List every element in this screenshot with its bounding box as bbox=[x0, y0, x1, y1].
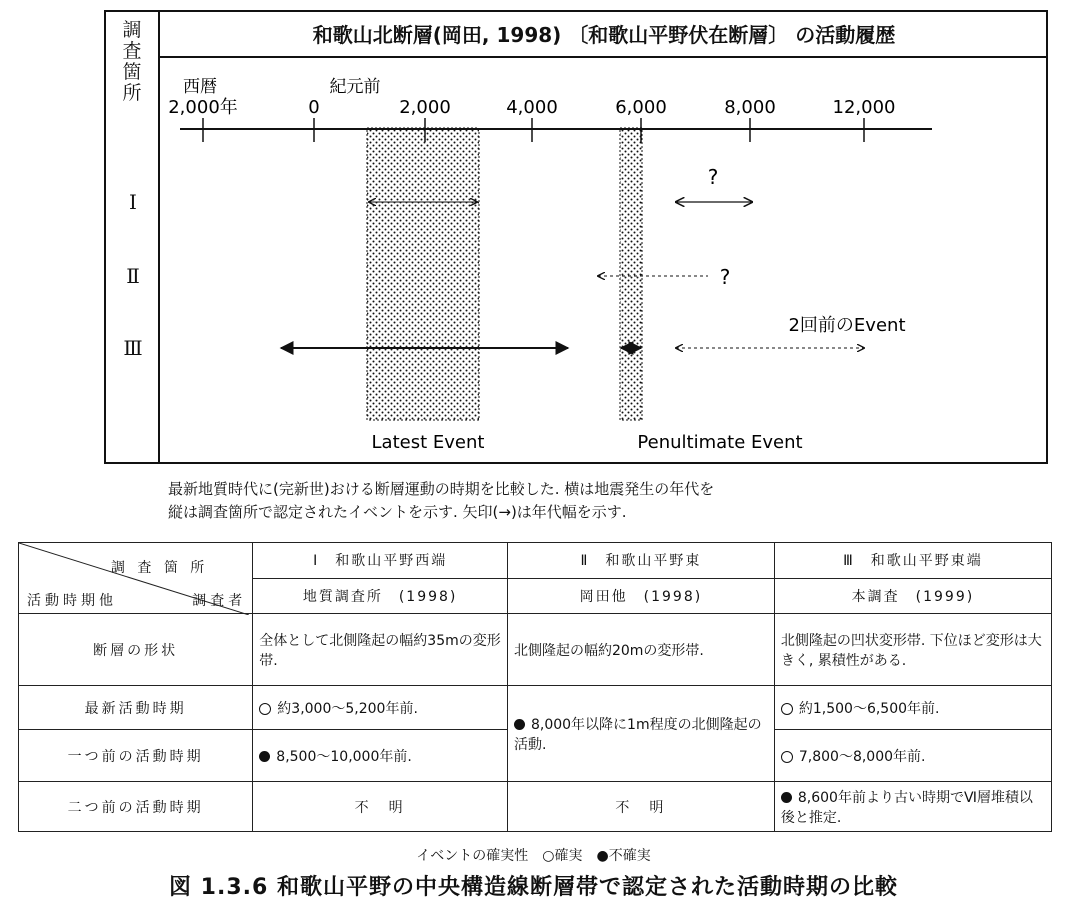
penultimate-event-band bbox=[620, 128, 642, 420]
surveyor-header-3: 本調査 (1999) bbox=[774, 578, 1051, 614]
axis-tick-label: 2,000年 bbox=[168, 97, 238, 118]
row-label-2: Ⅱ bbox=[126, 264, 140, 288]
note-line-2: 縦は調査箇所で認定されたイベントを示す. 矢印(→)は年代幅を示す. bbox=[168, 503, 627, 521]
row3-2prev-label: 2回前のEvent bbox=[788, 315, 906, 336]
site-header-3: Ⅲ 和歌山平野東端 bbox=[774, 543, 1051, 579]
site-header-2: Ⅱ 和歌山平野東 bbox=[507, 543, 774, 579]
timeline-title: 和歌山北断層(岡田, 1998) 〔和歌山平野伏在断層〕 の活動履歴 bbox=[160, 10, 1048, 58]
row-label-previous: 一つ前の活動時期 bbox=[19, 730, 253, 782]
uncertain-marker bbox=[514, 719, 525, 730]
certain-marker bbox=[781, 703, 793, 715]
era-bc-label: 紀元前 bbox=[329, 77, 381, 97]
row2-question-mark: ? bbox=[719, 265, 731, 289]
comparison-table bbox=[18, 542, 1052, 832]
axis-ticks bbox=[168, 96, 895, 142]
corner-period-label: 活動時期他 bbox=[27, 593, 117, 609]
uncertain-marker bbox=[259, 751, 270, 762]
latest-site-1 bbox=[253, 686, 508, 730]
latest-site-1-text: 約3,000～5,200年前. bbox=[277, 700, 418, 717]
previous-site-1 bbox=[253, 730, 508, 782]
shape-site-3: 北側隆起の凹状変形帯. 下位ほど変形は大きく, 累積性がある. bbox=[774, 614, 1051, 686]
shape-site-2: 北側隆起の幅約20mの変形帯. bbox=[507, 614, 774, 686]
previous-site-3-text: 7,800～8,000年前. bbox=[798, 748, 926, 765]
latest-site-3 bbox=[774, 686, 1051, 730]
axis-tick-label: 12,000 bbox=[832, 97, 896, 118]
surveyor-header-2: 岡田他 (1998) bbox=[507, 578, 774, 614]
axis-tick-label: 4,000 bbox=[506, 97, 558, 118]
surveyor-header-1: 地質調査所 (1998) bbox=[253, 578, 508, 614]
latest-site-3-text: 約1,500～6,500年前. bbox=[798, 700, 940, 717]
row-label-3: Ⅲ bbox=[123, 336, 143, 360]
previous-site-1-text: 8,500～10,000年前. bbox=[276, 748, 412, 765]
latest-event-band bbox=[367, 128, 479, 420]
latest-site-2 bbox=[507, 686, 774, 782]
row1-question-mark: ? bbox=[707, 165, 719, 189]
site-column-label: 調査箇所 bbox=[122, 19, 142, 104]
certain-marker bbox=[259, 703, 271, 715]
two-prev-site-3 bbox=[774, 782, 1051, 832]
corner-site-label: 調 査 箇 所 bbox=[110, 560, 209, 576]
corner-surveyor-label: 調査者 bbox=[192, 593, 247, 609]
note-line-1: 最新地質時代に(完新世)おける断層運動の時期を比較した. 横は地震発生の年代を bbox=[168, 480, 715, 498]
axis-tick-label: 8,000 bbox=[724, 97, 776, 118]
certain-marker bbox=[781, 751, 793, 763]
certainty-legend: イベントの確実性 ○確実 ●不確実 bbox=[416, 848, 651, 864]
latest-event-label: Latest Event bbox=[371, 432, 485, 453]
two-prev-site-1: 不 明 bbox=[253, 782, 508, 832]
two-prev-site-3-text: 8,600年前より古い時期でⅥ層堆積以後と推定. bbox=[780, 789, 1033, 826]
table-corner-cell bbox=[19, 543, 253, 614]
shape-site-1: 全体として北側隆起の幅約35mの変形帯. bbox=[253, 614, 508, 686]
site-header-1: Ⅰ 和歌山平野西端 bbox=[253, 543, 508, 579]
row-label-two-prev: 二つ前の活動時期 bbox=[19, 782, 253, 832]
row-label-shape: 断層の形状 bbox=[19, 614, 253, 686]
figure-note bbox=[168, 478, 1028, 524]
previous-site-3 bbox=[774, 730, 1051, 782]
figure-caption: 図 1.3.6 和歌山平野の中央構造線断層帯で認定された活動時期の比較 bbox=[169, 875, 898, 900]
two-prev-site-2: 不 明 bbox=[507, 782, 774, 832]
row-label-1: Ⅰ bbox=[129, 190, 137, 214]
axis-tick-label: 6,000 bbox=[615, 97, 667, 118]
penultimate-event-label: Penultimate Event bbox=[637, 432, 803, 453]
era-ad-label: 西暦 bbox=[183, 77, 217, 97]
uncertain-marker bbox=[781, 792, 792, 803]
axis-tick-label: 0 bbox=[308, 97, 320, 118]
axis-tick-label: 2,000 bbox=[399, 97, 451, 118]
row-label-latest: 最新活動時期 bbox=[19, 686, 253, 730]
latest-site-2-text: 8,000年以降に1m程度の北側隆起の活動. bbox=[513, 716, 762, 753]
